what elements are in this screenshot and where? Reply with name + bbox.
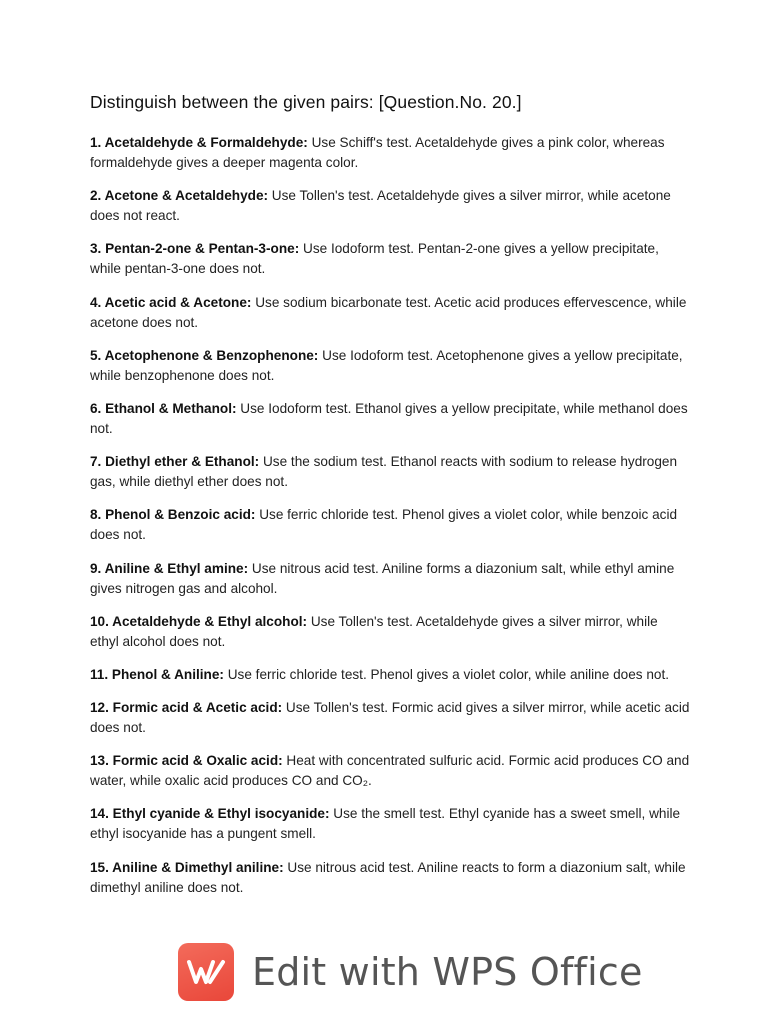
list-item (90, 751, 690, 791)
pair-term: 2. Acetone & Acetaldehyde: (90, 188, 269, 204)
pair-term: 5. Acetophenone & Benzophenone: (90, 347, 319, 363)
pair-term: 12. Formic acid & Acetic acid: (90, 700, 283, 716)
pair-term: 1. Acetaldehyde & Formaldehyde: (90, 135, 308, 150)
pair-text: Use Schiff's test. Acetaldehyde gives a pink color, whereas formaldehyde gives a deeper magenta color. (90, 135, 665, 170)
pair-term: 10. Acetaldehyde & Ethyl alcohol: (90, 613, 308, 629)
pair-text: Use Iodoform test. Pentan-2-one gives a yellow precipitate, while pentan-3-one does not. (90, 241, 659, 277)
pair-text: Use Tollen's test. Acetaldehyde gives a silver mirror, while acetone does not react. (90, 188, 671, 224)
pair-term: 9. Aniline & Ethyl amine: (90, 560, 249, 576)
document-page (90, 92, 690, 911)
list-item (90, 858, 690, 898)
pair-text: Use Iodoform test. Ethanol gives a yellow precipitate, while methanol does not. (90, 400, 688, 436)
pair-text: Use the smell test. Ethyl cyanide has a sweet smell, while ethyl isocyanide has a pungent smell. (90, 806, 681, 842)
list-item (90, 452, 690, 492)
question-list (90, 133, 690, 898)
list-item (90, 559, 690, 599)
list-item (90, 239, 690, 279)
list-item (90, 505, 690, 545)
list-item (90, 186, 690, 226)
list-item (90, 346, 690, 386)
list-item (90, 133, 690, 173)
wps-edit-label: Edit with WPS Office (252, 950, 643, 994)
pair-text: Use nitrous acid test. Aniline reacts to form a diazonium salt, while dimethyl aniline does not. (90, 859, 686, 895)
pair-text: Use ferric chloride test. Phenol gives a violet color, while aniline does not. (223, 666, 670, 682)
wps-logo-icon (178, 943, 234, 1001)
pair-term: 3. Pentan-2-one & Pentan-3-one: (90, 241, 300, 257)
pair-text: Use ferric chloride test. Phenol gives a violet color, while benzoic acid does not. (90, 507, 678, 543)
pair-term: 14. Ethyl cyanide & Ethyl isocyanide: (90, 806, 330, 822)
list-item (90, 399, 690, 439)
pair-text: Use Tollen's test. Formic acid gives a silver mirror, while acetic acid does not. (90, 700, 690, 736)
pair-text: Use Tollen's test. Acetaldehyde gives a silver mirror, while ethyl alcohol does not. (90, 613, 658, 649)
pair-term: 15. Aniline & Dimethyl aniline: (90, 859, 284, 875)
list-item (90, 293, 690, 333)
wps-edit-banner[interactable] (178, 942, 643, 1002)
pair-term: 11. Phenol & Aniline: (90, 666, 224, 682)
pair-text: Use sodium bicarbonate test. Acetic acid produces effervescence, while acetone does not. (90, 294, 687, 330)
pair-term: 7. Diethyl ether & Ethanol: (90, 454, 260, 470)
pair-term: 6. Ethanol & Methanol: (90, 400, 237, 416)
list-item (90, 612, 690, 652)
pair-text: Use Iodoform test. Acetophenone gives a yellow precipitate, while benzophenone does not. (90, 347, 683, 383)
document-title: Distinguish between the given pairs: [Question.No. 20.] (90, 92, 522, 112)
pair-term: 4. Acetic acid & Acetone: (90, 294, 252, 310)
list-item (90, 698, 690, 738)
pair-term: 13. Formic acid & Oxalic acid: (90, 753, 283, 769)
list-item (90, 665, 690, 685)
pair-text: Use nitrous acid test. Aniline forms a diazonium salt, while ethyl amine gives nitrogen gas and alcohol. (90, 560, 675, 596)
list-item (90, 804, 690, 844)
pair-text: Heat with concentrated sulfuric acid. Formic acid produces CO and water, while oxalic acid produces CO and CO₂. (90, 753, 690, 789)
pair-text: Use the sodium test. Ethanol reacts with sodium to release hydrogen gas, while diethyl ether does not. (90, 454, 678, 490)
pair-term: 8. Phenol & Benzoic acid: (90, 507, 256, 523)
